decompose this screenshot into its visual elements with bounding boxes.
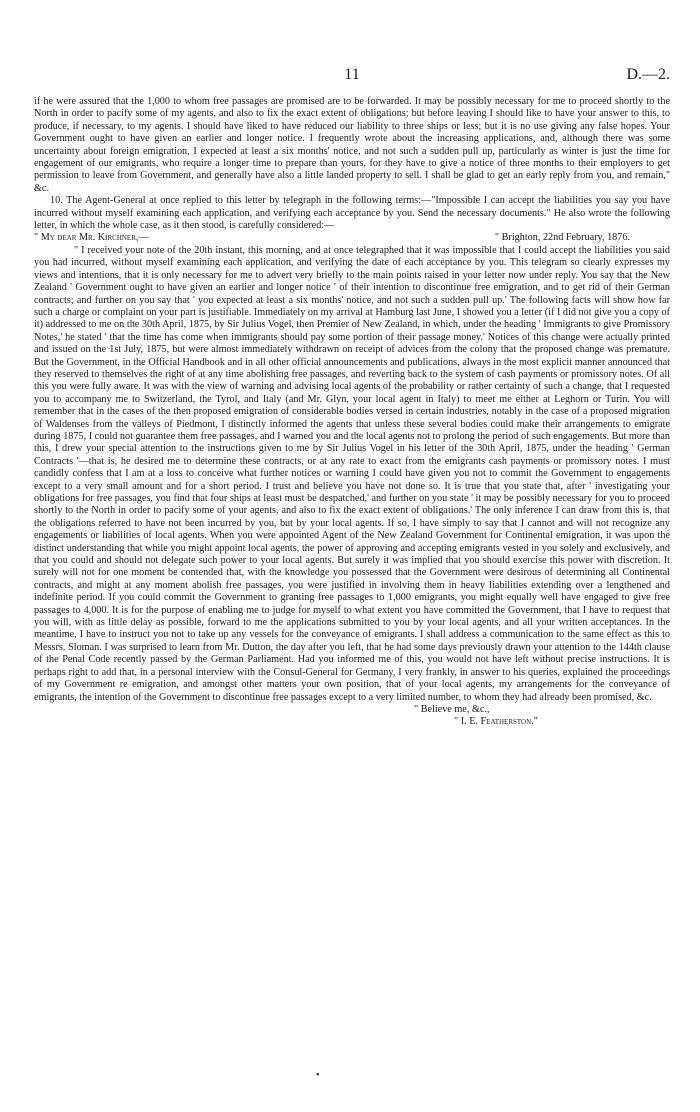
letter-salutation: " My dear Mr. Kirchner,— (34, 232, 149, 244)
footer-mark: • (316, 1070, 320, 1081)
letter-signature: " I. E. Featherston." (454, 716, 538, 728)
document-body (34, 96, 670, 729)
document-reference: D.—2. (626, 66, 670, 83)
letter-heading (34, 232, 670, 244)
letter-place-date: " Brighton, 22nd February, 1876. (494, 232, 630, 244)
letter-body: " I received your note of the 20th instant, this morning, and at once telegraphed that it was impossible that I could accept the liabilities you said you had incurred, without myself examining each application, and verifying the date of each acceptance by you. This telegram so clearly expresses my views and intentions, that it is only necessary for me to advert very briefly to the main points raised in your letter now under reply. You say that the New Zealand ' Government ought to have given an earlier and longer notice ' of their intention to discontinue free emigration, and to get rid of their German contracts; and further on you say that ' you expected at least a six months' notice, and not such a sudden pull up.' The following facts will show how far such a charge or complaint on your part is justifiable. Immediately on my arrival at Hamburg last June, I showed you a letter (if I did not give you a copy of it) addressed to me on the 30th April, 1875, by Sir Julius Vogel, then Premier of New Zealand, in which, under the heading ' Immigrants to give Promissory Notes,' he stated ' that the time has come when immigrants should pay some portion of their passage money.' Notices of this change were actually printed and issued on the 1st July, 1875, but were almost immediately withdrawn on receipt of advices from the colony that the proposed change was premature. But the Government, in the Official Handbook and in all other official announcements and publications, always in the most explicit manner announced that they reserved to themselves the right of at any time abolishing free passages, and reverting back to the system of cash payments or promissory notes. Of all this you were fully aware. It was with the view of warning and advising local agents of the probability or rather certainty of such a change, that I requested you to accompany me to Switzerland, the Tyrol, and Italy (and Mr. Glyn, your local agent in Italy) to meet me either at Leghorn or Turin. You will remember that in the cases of the then proposed emigration of considerable bodies versed in certain industries, notably in the case of a proposed migration of Waldenses from the valleys of Piedmont, I distinctly informed the agents that unless these several bodies could make their arrangements to emigrate during 1875, I could not guarantee them free passages, and I warned you and the local agents not to prolong the period of such engagements. But more than this, I drew your special attention to the instructions given to me by Sir Julius Vogel in his letter of the 30th April, 1875, under the heading ' German Contracts '—that is, he desired me to determine these contracts, or at any rate to exact from the emigrants cash payments or promissory notes. I must candidly confess that I am at a loss to conceive what further notices or warning I could have given you not to commit the Government to engagements except to a very small amount and for a short period. I trust and believe you have not done so. It is true that you state that, after ' investigating your obligations for free passages, you find that four ships at least must be despatched,' and further on you state ' it may be possibly necessary for you to proceed shortly to the North in order to pacify some of your agents, and also to fix the exact extent of obligations.' The only inference I can draw from this is, that the obligations referred to have not been incurred by you, but by your local agents. If so, I have simply to say that I cannot and will not recognize any engagements or liabilities of local agents. When you were appointed Agent of the New Zealand Government for Continental emigration, it was upon the distinct understanding that while you might appoint local agents, the power of approving and accepting emigrants vested in you solely and exclusively, and that you could and should not delegate such power to your local agents. But surely it was implied that you should exercise this power with discretion. It surely will not for one moment be contended that, with the knowledge you possessed that the Government were desirous of determining all Continental contracts, and might at any moment abolish free passages, you were justified in involving them in heavy liabilities extending over a lengthened and indefinite period. If you could commit the Government to granting free passages to 1,000 emigrants, you might equally well have engaged to give free passages to 4,000. It is for the purpose of enabling me to judge for myself to what extent you have committed the Government, that I have to request that you will, with as little delay as possible, forward to me the applications submitted to you by your local agents, and all your written acceptances. In the meantime, I have to instruct you not to take up any vessels for the conveyance of emigrants. I shall address a communication to the same effect as this to Messrs. Sloman. I was surprised to learn from Mr. Dutton, the day after you left, that he had some days previously drawn your attention to the 144th clause of the Penal Code recently passed by the German Parliament. Had you informed me of this, you would not have left without precise instructions. It is perhaps right to add that, in a personal interview with the Consul-General for Germany, I very frankly, in answer to his queries, explained the proceedings of my Government re emigration, and amongst other matters your own position, that of your local agents, my arrangements for the conveyance of emigrants, the intention of the Government to discontinue free passages except to a very limited number, to whom they had already been promised, &c. (34, 244, 670, 703)
page-header (34, 66, 670, 86)
page-number: 11 (344, 66, 360, 83)
paragraph-intro: if he were assured that the 1,000 to whom free passages are promised are to be forwarded. It may be possibly necessary for me to proceed shortly to the North in order to pacify some of my agents, and also to fix the exact extent of obligations; but before leaving I should like to have your answer to this, to produce, if necessary, to my agents. I should have liked to have reduced our liability to three ships or less; but it is no use giving any false hopes. Your Government ought to have given an earlier and longer notice. I frequently wrote about the increasing applications, and, although there was some uncertainty about foreign emigration, I expected at least a six months' notice, and not such a sudden pull up, particularly as winter is just the time for engagement of our emigrants, who require a longer time to prepare than yours, for they have to give a notice of three months to their employers to get permission to leave from Government, and generally have also a little landed property to sell. I shall be glad to get an early reply from you, and remain," &c. (34, 96, 670, 194)
letter-closing: " Believe me, &c., (414, 703, 490, 715)
paragraph-10: 10. The Agent-General at once replied to this letter by telegraph in the following terms:—"Impossible I can accept the liabilities you say you have incurred without myself examining each application, and verifying each acceptance by you. Send the necessary documents." He also wrote the following letter, in which the whole case, as it then stood, is carefully considered:— (34, 195, 670, 232)
